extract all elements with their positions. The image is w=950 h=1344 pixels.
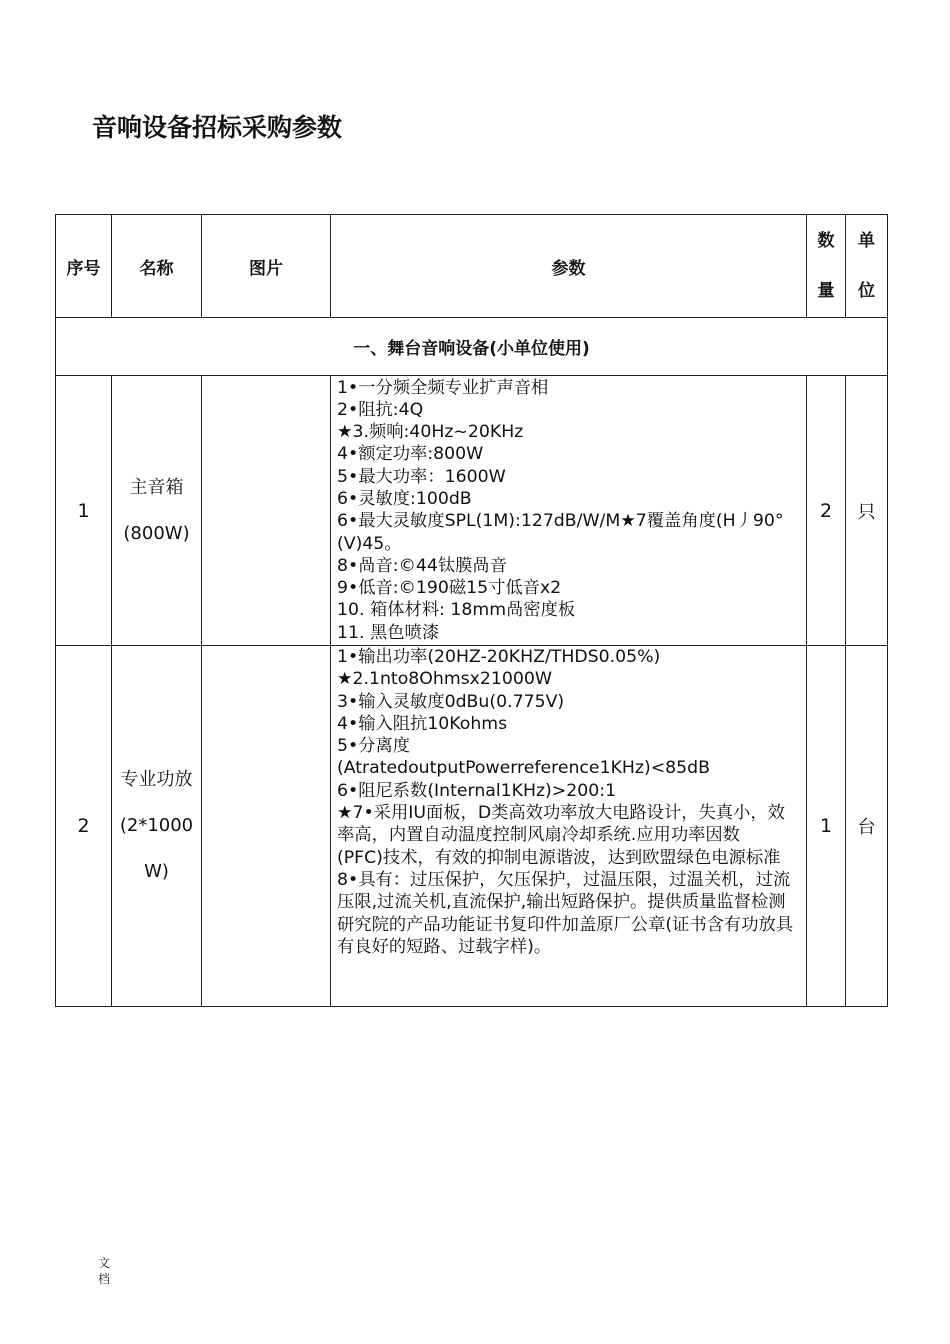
param-line: 3•输入灵敏度0dBu(0.775V) (337, 691, 565, 712)
row-params (331, 376, 807, 646)
footer-char: 文 (98, 1256, 111, 1270)
param-line: 11. 黑色喷漆 (337, 622, 440, 643)
header-no: 序号 (56, 215, 112, 318)
table-row (56, 646, 888, 1007)
param-line: 2•阻抗:4Q (337, 399, 424, 420)
param-line: 8•具有：过压保护，欠压保护，过温压限，过温关机，过流压限,过流关机,直流保护,输出短路保护。提供质量监督检测研究院的产品功能证书复印件加盖原厂公章(证书含有功放具有良好的短路、过载字样)。 (337, 869, 794, 957)
row-name-line: (800W) (123, 522, 190, 544)
row-name-line: (2*1000 (119, 815, 194, 836)
row-unit: 只 (846, 376, 888, 646)
header-unit-line: 位 (858, 281, 875, 301)
row-name (112, 376, 202, 646)
section-title: 一、舞台音响设备(小单位使用) (56, 318, 888, 376)
row-name-line: W) (144, 861, 169, 882)
row-number: 2 (56, 646, 112, 1007)
param-line: ★3.频响:40Hz~20KHz (337, 422, 524, 443)
header-qty-line: 量 (817, 281, 835, 301)
spec-table (55, 214, 888, 1007)
row-name-line: 专业功放 (120, 769, 193, 790)
row-unit: 台 (846, 646, 888, 1007)
param-line: 1•一分频全频专业扩声音相 (337, 377, 549, 398)
footer-label (98, 1255, 114, 1287)
param-line: (PFC)技术，有效的抑制电源谐波，达到欧盟绿色电源标准 (337, 847, 781, 868)
header-unit-line: 单 (858, 231, 875, 251)
header-qty (807, 215, 846, 318)
param-line: (AtratedoutputPowerreference1KHz)<85dB (337, 758, 710, 779)
param-line: 9•低音:©190磁15寸低音x2 (337, 578, 562, 599)
row-image-cell (202, 646, 331, 1007)
param-line: 10. 箱体材料: 18mm咼密度板 (337, 600, 576, 621)
row-qty: 1 (807, 646, 846, 1007)
param-line: 1•输出功率(20HZ-20KHZ/THDS0.05%) (337, 647, 661, 667)
param-line: 8•咼音:©44钛膜咼音 (337, 555, 507, 576)
header-params: 参数 (331, 215, 807, 318)
param-list (331, 377, 806, 645)
param-line: 6•最大灵敏度SPL(1M):127dB/W/M★7覆盖角度(H丿90°(V)45。 (337, 511, 784, 554)
row-name (112, 646, 202, 1007)
page-title: 音响设备招标采购参数 (92, 113, 343, 142)
header-unit (846, 215, 888, 318)
param-line: 4•额定功率:800W (337, 444, 484, 465)
param-line: 5•最大功率：1600W (337, 466, 506, 487)
row-params (331, 646, 807, 1007)
param-line: 6•灵敏度:100dB (337, 488, 472, 509)
row-name-line: 主音箱 (129, 476, 184, 498)
section-row (56, 318, 888, 376)
row-qty: 2 (807, 376, 846, 646)
param-line: 5•分离度 (337, 736, 411, 757)
header-name: 名称 (112, 215, 202, 318)
footer-char: 档 (98, 1272, 111, 1286)
param-list (331, 646, 806, 1006)
table-header-row (56, 215, 888, 318)
param-line: 6•阻尼系数(Internal1KHz)>200:1 (337, 780, 617, 801)
table-row (56, 376, 888, 646)
param-line: 4•输入阻抗10Kohms (337, 713, 508, 734)
param-line: ★2.1nto8Ohmsx21000W (337, 669, 552, 690)
header-qty-line: 数 (817, 231, 835, 251)
row-number: 1 (56, 376, 112, 646)
param-line: ★7•采用IU面板，D类高效功率放大电路设计，失真小，效率高，内置自动温度控制风扇冷却系统.应用功率因数 (337, 803, 785, 846)
header-image: 图片 (202, 215, 331, 318)
row-image-cell (202, 376, 331, 646)
